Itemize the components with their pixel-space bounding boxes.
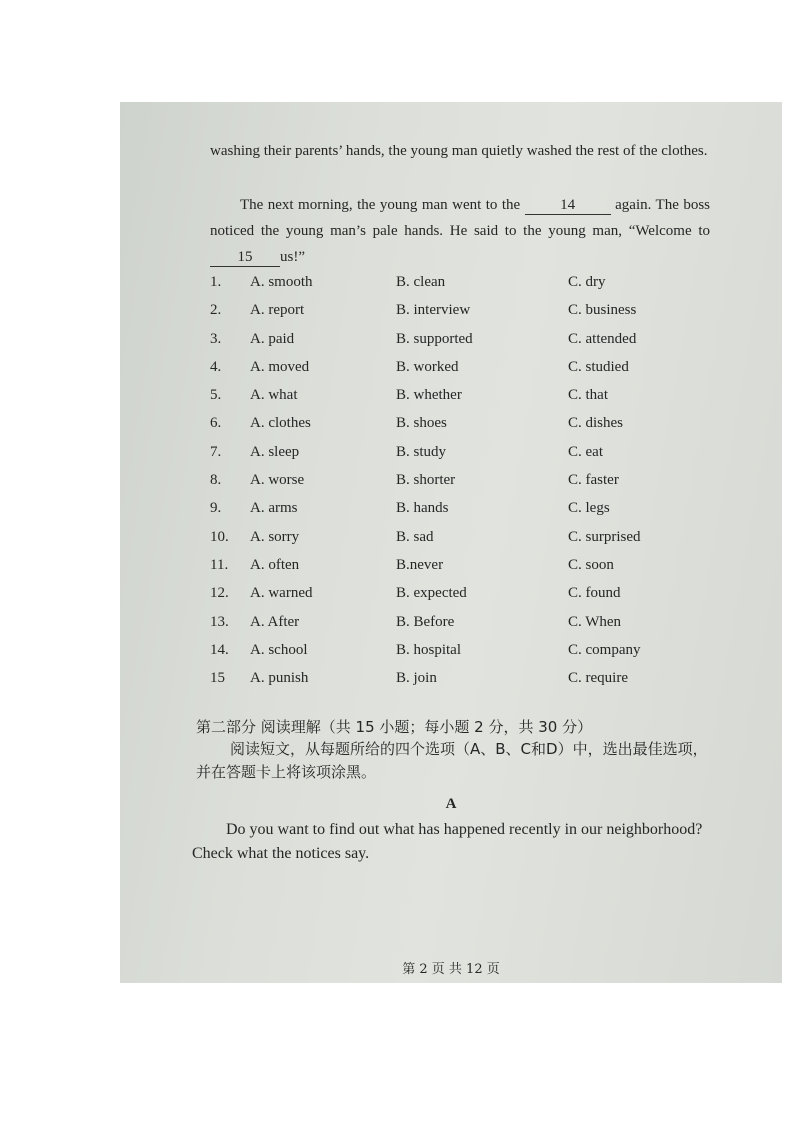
option-a: A. what bbox=[250, 387, 298, 404]
option-c: C. studied bbox=[568, 358, 629, 375]
option-a: A. sorry bbox=[250, 528, 300, 545]
option-row bbox=[210, 359, 730, 387]
option-c: C. faster bbox=[568, 472, 619, 489]
option-c: C. company bbox=[568, 641, 641, 658]
blank-14: 14 bbox=[525, 196, 611, 215]
option-row bbox=[210, 585, 730, 613]
question-number: 4. bbox=[210, 358, 222, 375]
option-a: A. After bbox=[250, 613, 300, 630]
question-number: 15 bbox=[210, 670, 225, 687]
option-c: C. found bbox=[568, 585, 621, 602]
question-number: 3. bbox=[210, 330, 222, 347]
option-a: A. school bbox=[250, 641, 308, 658]
page-footer: 第 2 页 共 12 页 bbox=[402, 962, 500, 977]
question-number: 1. bbox=[210, 274, 222, 290]
option-row bbox=[210, 642, 730, 670]
option-b: B. join bbox=[396, 670, 437, 687]
option-b: B. whether bbox=[396, 387, 462, 404]
passage-paragraph-2 bbox=[210, 192, 710, 270]
option-c: C. surprised bbox=[568, 528, 641, 545]
option-row bbox=[210, 387, 730, 415]
option-b: B. Before bbox=[396, 613, 455, 630]
option-b: B. study bbox=[396, 443, 447, 460]
option-c: C. attended bbox=[568, 330, 637, 347]
option-c: C. require bbox=[568, 670, 628, 687]
option-c: C. legs bbox=[568, 500, 610, 517]
reading-intro: Do you want to find out what has happened recently in our neighborhood? Check what the notices say. bbox=[192, 821, 703, 862]
option-row bbox=[210, 557, 730, 585]
option-a: A. often bbox=[250, 556, 300, 573]
option-b: B. sad bbox=[396, 528, 434, 545]
question-number: 2. bbox=[210, 302, 222, 319]
question-number: 14. bbox=[210, 641, 229, 658]
option-b: B. expected bbox=[396, 585, 467, 602]
option-a: A. moved bbox=[250, 358, 310, 375]
option-a: A. paid bbox=[250, 330, 295, 347]
option-row bbox=[210, 444, 730, 472]
question-number: 6. bbox=[210, 415, 222, 432]
question-number: 10. bbox=[210, 528, 229, 545]
options-list bbox=[210, 274, 730, 698]
part-a-label: A bbox=[445, 796, 457, 812]
question-number: 12. bbox=[210, 585, 229, 602]
option-b: B.never bbox=[396, 556, 444, 573]
passage-text: washing their parents’ hands, the young man quietly washed the rest of the clothes. bbox=[210, 143, 708, 159]
option-c: C. that bbox=[568, 387, 608, 404]
option-b: B. shoes bbox=[396, 415, 447, 432]
question-number: 5. bbox=[210, 387, 222, 404]
option-row bbox=[210, 331, 730, 359]
option-row bbox=[210, 670, 730, 698]
option-b: B. shorter bbox=[396, 472, 456, 489]
option-row bbox=[210, 302, 730, 330]
question-number: 13. bbox=[210, 613, 229, 630]
option-a: A. report bbox=[250, 302, 305, 319]
option-b: B. worked bbox=[396, 358, 459, 375]
option-a: A. worse bbox=[250, 472, 305, 489]
option-c: C. dry bbox=[568, 274, 606, 290]
option-c: C. dishes bbox=[568, 415, 624, 432]
option-b: B. hospital bbox=[396, 641, 462, 658]
option-a: A. punish bbox=[250, 670, 309, 687]
question-number: 9. bbox=[210, 500, 222, 517]
blank-15: 15 bbox=[210, 248, 280, 267]
option-a: A. warned bbox=[250, 585, 313, 602]
passage-text: The next morning, the young man went to the bbox=[240, 197, 521, 213]
option-b: B. clean bbox=[396, 274, 446, 290]
question-number: 8. bbox=[210, 472, 222, 489]
option-a: A. sleep bbox=[250, 443, 300, 460]
option-row bbox=[210, 415, 730, 443]
option-row bbox=[210, 274, 730, 302]
option-c: C. business bbox=[568, 302, 637, 319]
option-b: B. hands bbox=[396, 500, 449, 517]
question-number: 11. bbox=[210, 556, 229, 573]
section-2-title: 第二部分 阅读理解（共 15 小题；每小题 2 分，共 30 分） bbox=[196, 718, 593, 736]
option-c: C. eat bbox=[568, 443, 603, 460]
option-a: A. arms bbox=[250, 500, 298, 517]
question-number: 7. bbox=[210, 443, 222, 460]
option-b: B. supported bbox=[396, 330, 473, 347]
option-a: A. clothes bbox=[250, 415, 311, 432]
option-b: B. interview bbox=[396, 302, 471, 319]
option-c: C. soon bbox=[568, 556, 614, 573]
option-row bbox=[210, 472, 730, 500]
section-2-instruction: 阅读短文，从每题所给的四个选项（A、B、C和D）中，选出最佳选项，并在答题卡上将该项涂黑。 bbox=[196, 740, 708, 781]
passage-text: us!” bbox=[280, 249, 305, 265]
exam-page-photo bbox=[120, 102, 782, 983]
passage-text: again. The boss noticed the young man’s pale hands. He said to the young man, “Welcome to bbox=[210, 197, 711, 239]
option-c: C. When bbox=[568, 613, 622, 630]
passage-paragraph-1 bbox=[210, 138, 710, 164]
option-row bbox=[210, 500, 730, 528]
option-row bbox=[210, 614, 730, 642]
option-a: A. smooth bbox=[250, 274, 313, 290]
option-row bbox=[210, 529, 730, 557]
